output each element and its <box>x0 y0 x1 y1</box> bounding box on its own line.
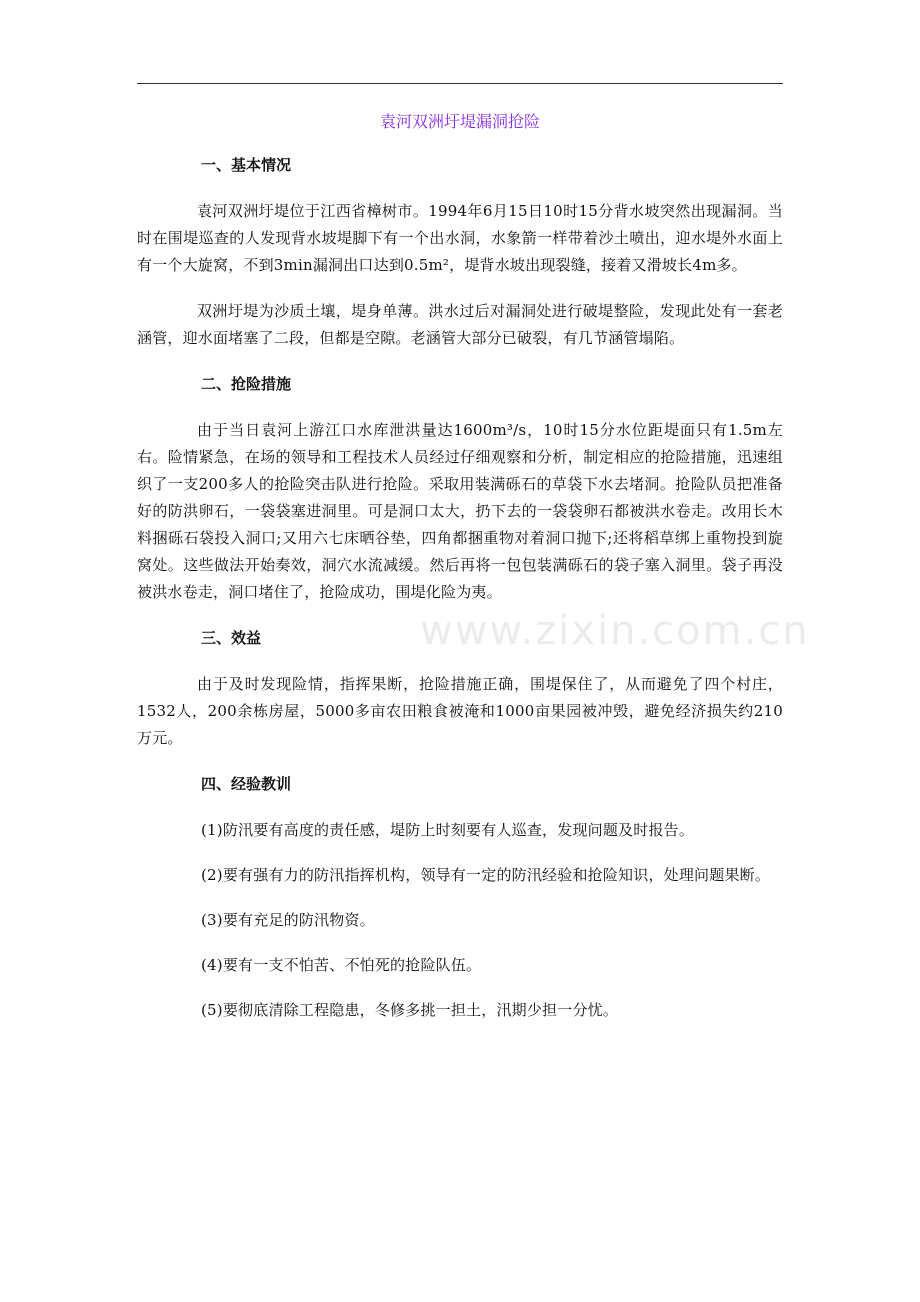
lesson-item: (4)要有一支不怕苦、不怕死的抢险队伍。 <box>201 956 482 974</box>
section-heading-rescue-measures: 二、抢险措施 <box>201 375 292 393</box>
lesson-item: (3)要有充足的防汛物资。 <box>201 911 375 929</box>
lesson-item: (5)要彻底清除工程隐患，冬修多挑一担土，汛期少担一分忧。 <box>201 1001 619 1019</box>
document-title: 袁河双洲圩堤漏洞抢险 <box>379 112 540 131</box>
section-heading-basic-info: 一、基本情况 <box>201 156 292 174</box>
paragraph-basic-info-2: 双洲圩堤为沙质土壤，堤身单薄。洪水过后对漏洞处进行破堤整险，发现此处有一套老涵管，迎水面堵塞了二段，但都是空隙。老涵管大部分已破裂，有几节涵管塌陷。 <box>137 302 783 347</box>
section-heading-benefits: 三、效益 <box>201 629 262 647</box>
paragraph-rescue-measures: 由于当日袁河上游江口水库泄洪量达1600m³/s，10时15分水位距堤面只有1.5m左右。险情紧急，在场的领导和工程技术人员经过仔细观察和分析，制定相应的抢险措施，迅速组织了一支200多人的抢险突击队进行抢险。采取用装满砾石的草袋下水去堵洞。抢险队员把准备好的防洪卵石，一袋袋塞进洞里。可是洞口太大，扔下去的一袋袋卵石都被洪水卷走。改用长木料捆砾石袋投入洞口;又用六七床晒谷垫，四角都捆重物对着洞口抛下;还将稻草绑上重物投到旋窝处。这些做法开始奏效，洞穴水流减缓。然后再将一包包装满砾石的袋子塞入洞里。袋子再没被洪水卷走，洞口堵住了，抢险成功，围堤化险为夷。 <box>137 421 783 601</box>
lesson-item: (1)防汛要有高度的责任感，堤防上时刻要有人巡查，发现问题及时报告。 <box>201 821 695 839</box>
section-heading-lessons: 四、经验教训 <box>201 775 292 793</box>
paragraph-benefits: 由于及时发现险情，指挥果断，抢险措施正确，围堤保住了，从而避免了四个村庄，1532人，200余栋房屋，5000多亩农田粮食被淹和1000亩果园被冲毁，避免经济损失约210万元。 <box>137 675 783 747</box>
watermark: www.zixin.com.cn <box>420 608 810 654</box>
document-body <box>137 108 783 1042</box>
header-rule <box>137 83 783 84</box>
paragraph-basic-info-1: 袁河双洲圩堤位于江西省樟树市。1994年6月15日10时15分背水坡突然出现漏洞。当时在围堤巡查的人发现背水坡堤脚下有一个出水洞，水象箭一样带着沙土喷出，迎水堤外水面上有一个大旋窝，不到3min漏洞出口达到0.5m²，堤背水坡出现裂缝，接着又滑坡长4m多。 <box>137 202 783 274</box>
lesson-item: (2)要有强有力的防汛指挥机构，领导有一定的防汛经验和抢险知识，处理问题果断。 <box>201 866 771 884</box>
